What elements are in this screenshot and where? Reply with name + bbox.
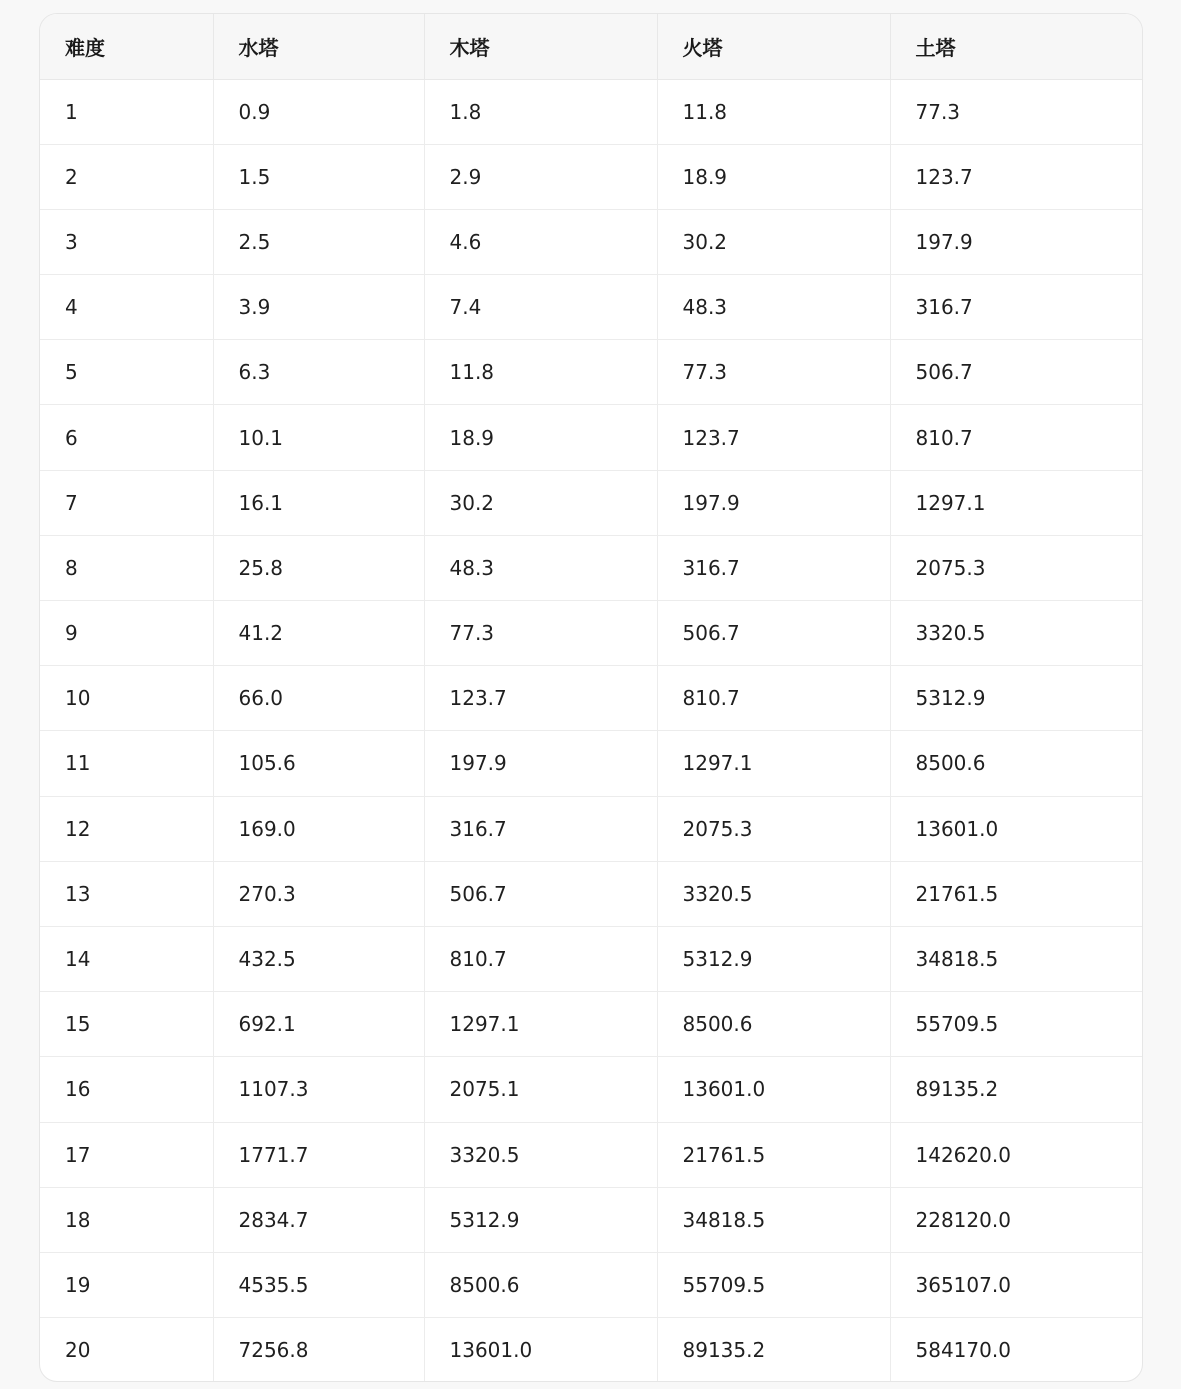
- water-tower-cell: 41.2: [213, 601, 424, 666]
- table-row: [40, 340, 1142, 405]
- difficulty-cell: 15: [40, 992, 213, 1057]
- wood-tower-cell: 13601.0: [424, 1318, 657, 1382]
- data-table-card: [39, 13, 1143, 1382]
- earth-tower-cell: 5312.9: [890, 666, 1142, 731]
- water-tower-cell: 105.6: [213, 731, 424, 796]
- difficulty-cell: 19: [40, 1252, 213, 1317]
- earth-tower-cell: 228120.0: [890, 1187, 1142, 1252]
- table-row: [40, 666, 1142, 731]
- earth-tower-cell: 89135.2: [890, 1057, 1142, 1122]
- fire-tower-cell: 3320.5: [657, 861, 890, 926]
- water-tower-cell: 7256.8: [213, 1318, 424, 1382]
- earth-tower-cell: 506.7: [890, 340, 1142, 405]
- wood-tower-cell: 1297.1: [424, 992, 657, 1057]
- wood-tower-cell: 5312.9: [424, 1187, 657, 1252]
- table-row: [40, 992, 1142, 1057]
- fire-tower-cell: 8500.6: [657, 992, 890, 1057]
- wood-tower-cell: 7.4: [424, 275, 657, 340]
- fire-tower-cell: 1297.1: [657, 731, 890, 796]
- earth-tower-cell: 584170.0: [915, 1338, 1011, 1363]
- fire-tower-cell: 316.7: [657, 535, 890, 600]
- table-row: [40, 861, 1142, 926]
- wood-tower-cell: 810.7: [424, 926, 657, 991]
- fire-tower-cell: 55709.5: [657, 1252, 890, 1317]
- water-tower-cell: 25.8: [213, 535, 424, 600]
- wood-tower-cell: 123.7: [424, 666, 657, 731]
- water-tower-cell: 6.3: [213, 340, 424, 405]
- difficulty-cell: 18: [40, 1187, 213, 1252]
- wood-tower-cell: 18.9: [424, 405, 657, 470]
- wood-tower-cell: 2075.1: [424, 1057, 657, 1122]
- difficulty-cell: 12: [40, 796, 213, 861]
- water-tower-cell: 0.9: [213, 79, 424, 144]
- earth-tower-cell: 810.7: [890, 405, 1142, 470]
- difficulty-cell: 3: [40, 209, 213, 274]
- difficulty-cell: 8: [40, 535, 213, 600]
- difficulty-cell: 13: [40, 861, 213, 926]
- difficulty-cell: 20: [40, 1318, 213, 1382]
- earth-tower-cell: 13601.0: [890, 796, 1142, 861]
- table-row: [40, 1252, 1142, 1317]
- difficulty-cell: 14: [40, 926, 213, 991]
- fire-tower-cell: 2075.3: [657, 796, 890, 861]
- earth-tower-cell: 2075.3: [890, 535, 1142, 600]
- earth-tower-cell: 34818.5: [890, 926, 1142, 991]
- fire-tower-cell: 5312.9: [657, 926, 890, 991]
- header-difficulty: 难度: [40, 14, 213, 79]
- table-row: [40, 731, 1142, 796]
- table-row: [40, 275, 1142, 340]
- water-tower-cell: 3.9: [213, 275, 424, 340]
- earth-tower-cell: 3320.5: [890, 601, 1142, 666]
- water-tower-cell: 1.5: [213, 144, 424, 209]
- table-row: [40, 535, 1142, 600]
- earth-tower-cell: 316.7: [890, 275, 1142, 340]
- difficulty-cell: 16: [40, 1057, 213, 1122]
- difficulty-cell: 17: [40, 1122, 213, 1187]
- wood-tower-cell: 316.7: [424, 796, 657, 861]
- header-row: [40, 14, 1142, 79]
- wood-tower-cell: 30.2: [424, 470, 657, 535]
- water-tower-cell: 169.0: [213, 796, 424, 861]
- difficulty-cell: 9: [40, 601, 213, 666]
- wood-tower-cell: 4.6: [424, 209, 657, 274]
- water-tower-cell: 2.5: [213, 209, 424, 274]
- difficulty-cell: 7: [40, 470, 213, 535]
- wood-tower-cell: 2.9: [424, 144, 657, 209]
- wood-tower-cell: 77.3: [424, 601, 657, 666]
- fire-tower-cell: 48.3: [657, 275, 890, 340]
- wood-tower-cell: 506.7: [424, 861, 657, 926]
- table-row: [40, 470, 1142, 535]
- fire-tower-cell: 89135.2: [657, 1318, 890, 1382]
- fire-tower-cell: 13601.0: [657, 1057, 890, 1122]
- earth-tower-cell: 55709.5: [890, 992, 1142, 1057]
- difficulty-tower-table: [40, 14, 1142, 1382]
- fire-tower-cell: 810.7: [657, 666, 890, 731]
- table-row: [40, 144, 1142, 209]
- fire-tower-cell: 11.8: [657, 79, 890, 144]
- table-row: [40, 1318, 1142, 1382]
- fire-tower-cell: 21761.5: [657, 1122, 890, 1187]
- wood-tower-cell: 8500.6: [424, 1252, 657, 1317]
- water-tower-cell: 10.1: [213, 405, 424, 470]
- wood-tower-cell: 3320.5: [424, 1122, 657, 1187]
- earth-tower-cell: 365107.0: [890, 1252, 1142, 1317]
- table-row: [40, 405, 1142, 470]
- earth-tower-cell: 8500.6: [890, 731, 1142, 796]
- difficulty-cell: 6: [40, 405, 213, 470]
- difficulty-cell: 5: [40, 340, 213, 405]
- water-tower-cell: 1771.7: [213, 1122, 424, 1187]
- water-tower-cell: 4535.5: [213, 1252, 424, 1317]
- fire-tower-cell: 34818.5: [657, 1187, 890, 1252]
- water-tower-cell: 432.5: [213, 926, 424, 991]
- water-tower-cell: 2834.7: [213, 1187, 424, 1252]
- table-row: [40, 796, 1142, 861]
- table-row: [40, 209, 1142, 274]
- table-header: [40, 14, 1142, 79]
- difficulty-cell: 1: [40, 79, 213, 144]
- water-tower-cell: 66.0: [213, 666, 424, 731]
- water-tower-cell: 1107.3: [213, 1057, 424, 1122]
- table-row: [40, 1122, 1142, 1187]
- table-row: [40, 926, 1142, 991]
- header-wood-tower: 木塔: [424, 14, 657, 79]
- fire-tower-cell: 30.2: [657, 209, 890, 274]
- header-water-tower: 水塔: [213, 14, 424, 79]
- table-body: [40, 79, 1142, 1382]
- fire-tower-cell: 197.9: [657, 470, 890, 535]
- water-tower-cell: 16.1: [213, 470, 424, 535]
- difficulty-cell: 4: [40, 275, 213, 340]
- earth-tower-cell: 197.9: [890, 209, 1142, 274]
- difficulty-cell: 10: [40, 666, 213, 731]
- table-row: [40, 79, 1142, 144]
- wood-tower-cell: 48.3: [424, 535, 657, 600]
- earth-tower-cell: 21761.5: [890, 861, 1142, 926]
- fire-tower-cell: 18.9: [657, 144, 890, 209]
- wood-tower-cell: 11.8: [424, 340, 657, 405]
- water-tower-cell: 270.3: [213, 861, 424, 926]
- earth-tower-cell: 123.7: [890, 144, 1142, 209]
- earth-tower-cell: 77.3: [890, 79, 1142, 144]
- earth-tower-cell: 1297.1: [890, 470, 1142, 535]
- difficulty-cell: 11: [40, 731, 213, 796]
- wood-tower-cell: 197.9: [424, 731, 657, 796]
- header-earth-tower: 土塔: [890, 14, 1142, 79]
- earth-tower-cell: 142620.0: [890, 1122, 1142, 1187]
- fire-tower-cell: 77.3: [657, 340, 890, 405]
- water-tower-cell: 692.1: [213, 992, 424, 1057]
- table-row: [40, 1057, 1142, 1122]
- header-fire-tower: 火塔: [657, 14, 890, 79]
- wood-tower-cell: 1.8: [424, 79, 657, 144]
- difficulty-cell: 2: [40, 144, 213, 209]
- table-row: [40, 1187, 1142, 1252]
- table-row: [40, 601, 1142, 666]
- fire-tower-cell: 123.7: [657, 405, 890, 470]
- fire-tower-cell: 506.7: [657, 601, 890, 666]
